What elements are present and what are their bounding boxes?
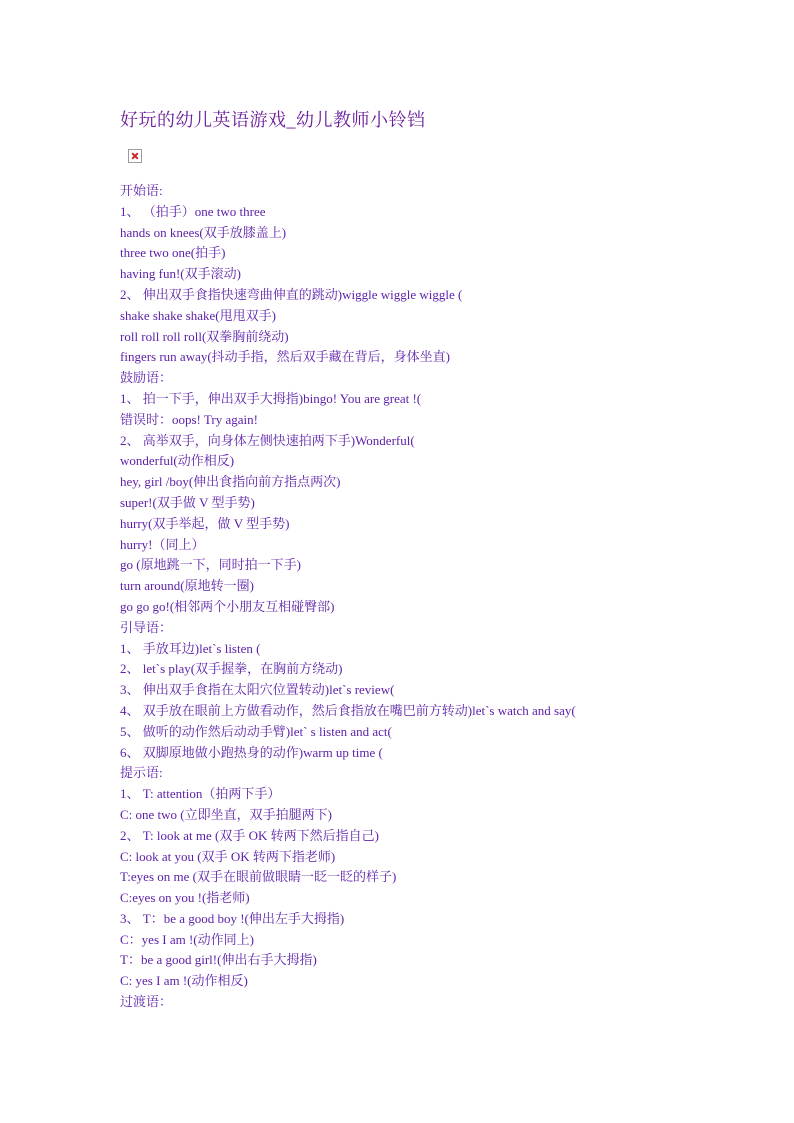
text-line: 引导语：: [120, 619, 173, 635]
text-line: super!(双手做 V 型手势): [120, 494, 255, 510]
text-line: hurry!（同上）: [120, 536, 205, 552]
text-line: 鼓励语：: [120, 370, 173, 386]
text-line: 3、 T：be a good boy !(伸出左手大拇指): [120, 910, 345, 926]
text-line: 过渡语：: [120, 994, 173, 1010]
broken-image-icon: [128, 149, 142, 163]
text-line: C: yes I am !(动作相反): [120, 973, 248, 989]
text-line: 5、 做听的动作然后动动手臂)let` s listen and act(: [120, 723, 392, 739]
text-line: having fun!(双手滚动): [120, 266, 241, 282]
text-line: T：be a good girl!(伸出右手大拇指): [120, 952, 317, 968]
text-line: turn around(原地转一圈): [120, 578, 254, 594]
text-line: hurry(双手举起，做 V 型手势): [120, 515, 290, 531]
text-line: 3、 伸出双手食指在太阳穴位置转动)let`s review(: [120, 682, 395, 698]
text-line: C:eyes on you !(指老师): [120, 890, 250, 906]
text-line: T:eyes on me (双手在眼前做眼睛一眨一眨的样子): [120, 869, 397, 885]
text-line: hey, girl /boy(伸出食指向前方指点两次): [120, 474, 341, 490]
text-line: wonderful(动作相反): [120, 453, 235, 469]
text-line: 错误时：oops! Try again!: [120, 411, 258, 427]
text-line: 开始语:: [120, 183, 163, 198]
text-line: shake shake shake(甩甩双手): [120, 307, 276, 323]
text-line: 6、 双脚原地做小跑热身的动作)warm up time (: [120, 744, 383, 760]
text-line: go (原地跳一下，同时拍一下手): [120, 557, 301, 573]
text-line: roll roll roll roll(双拳胸前绕动): [120, 328, 289, 344]
text-line: 1、 手放耳边)let`s listen (: [120, 640, 261, 656]
document-body: [120, 181, 576, 1013]
text-line: hands on knees(双手放膝盖上): [120, 224, 287, 240]
text-line: fingers run away(抖动手指，然后双手藏在背后，身体坐直): [120, 349, 451, 365]
text-line: three two one(拍手): [120, 245, 226, 261]
text-line: C: one two (立即坐直，双手拍腿两下): [120, 806, 332, 822]
text-line: 1、 T: attention（拍两下手）: [120, 786, 281, 802]
text-line: 2、 let`s play(双手握拳，在胸前方绕动): [120, 661, 343, 677]
text-line: 1、 （拍手）one two three: [120, 203, 266, 219]
document-title: 好玩的幼儿英语游戏_幼儿教师小铃铛: [120, 110, 426, 130]
text-line: 提示语:: [120, 765, 163, 781]
text-line: 2、 T: look at me (双手 OK 转两下然后指自己): [120, 827, 379, 843]
text-line: 2、 伸出双手食指快速弯曲伸直的跳动)wiggle wiggle wiggle (: [120, 286, 463, 302]
text-line: 2、 高举双手，向身体左侧快速拍两下手)Wonderful(: [120, 432, 415, 448]
text-line: 1、 拍一下手，伸出双手大拇指)bingo! You are great !(: [120, 390, 422, 406]
text-line: C: look at you (双手 OK 转两下指老师): [120, 848, 336, 864]
text-line: C：yes I am !(动作同上): [120, 931, 254, 947]
text-line: go go go!(相邻两个小朋友互相碰臀部): [120, 598, 335, 614]
text-line: 4、 双手放在眼前上方做看动作，然后食指放在嘴巴前方转动)let`s watch and say(: [120, 702, 576, 718]
